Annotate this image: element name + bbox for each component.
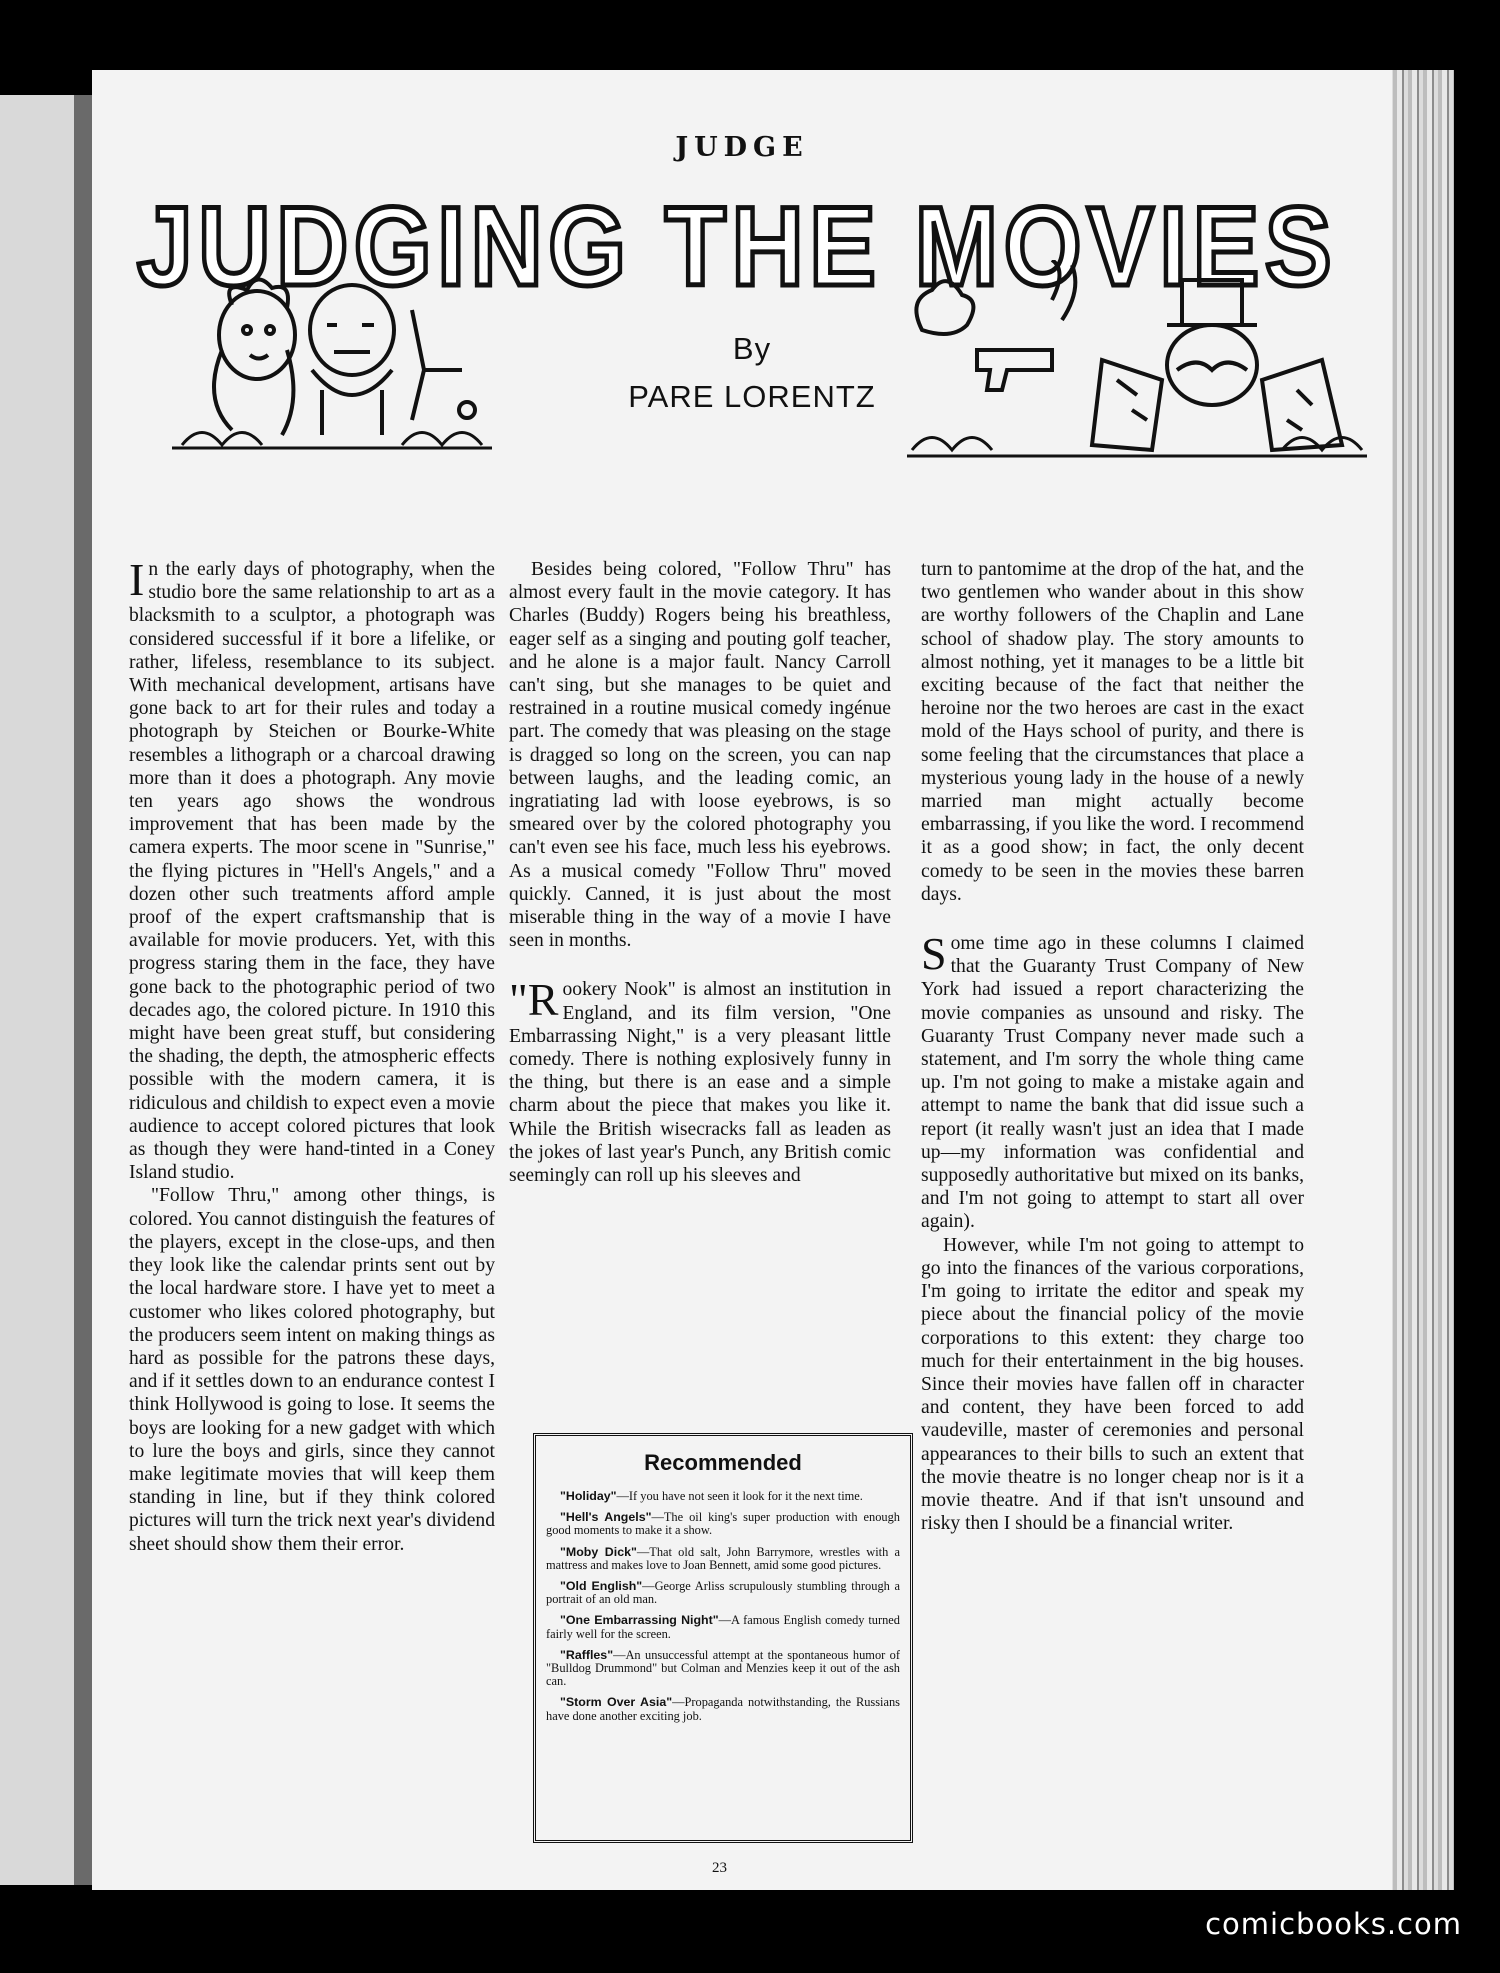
col1-paragraph-1: n the early days of photography, when the studio bore the same relationship to art as a blacksmith to a sculptor, a photograph was considered successful if it bore a lifelike, or rather, lifeless, resemblance to its subject. With mechanical development, artisans have gone back to art for their rules and today a photograph by Steichen or Bourke-White resembles a lithograph or a charcoal drawing more than it does a photograph. Any movie ten years ago shows the wondrous improvement that has been made by the camera experts. The moor scene in "Sunrise," the flying pictures in "Hell's Angels," and a dozen other such treatments afford ample proof of the expert craftsmanship that is available for movie producers. Yet, with this progress staring them in the face, they have gone back to the photographic period of two decades ago, the colored picture. In 1910 this might have been great stuff, but considering the shading, the depth, the atmospheric effects possible with the modern camera, it is ridiculous and childish to expect even a movie audience to accept colored pictures that look as though they were hand-tinted in a Coney Island studio. (129, 559, 495, 1184)
recommended-item: "Moby Dick"—That old salt, John Barrymore, wrestles with a mattress and makes love to Joan Bennett, amid some good pictures. (546, 1544, 900, 1572)
column-2 (509, 558, 891, 1187)
col2-paragraph-1: Besides being colored, "Follow Thru" has almost every fault in the movie category. It has Charles (Buddy) Rogers being his breathless, eager self as a singing and pouting golf teacher, and he alone is a major fault. Nancy Carroll can't sing, but she manages to be quiet and restrained in a routine musical comedy ingénue part. The comedy that was pleasing on the stage is dragged so long on the screen, you can nap between laughs, and the leading comic, an ingratiating lad with loose eyebrows, is so smeared over by the colored photography you can't even see his face, much less his eyebrows. As a musical comedy "Follow Thru" moved quickly. Canned, it is just about the most miserable thing in the way of a movie I have seen in months. (509, 559, 891, 952)
column-3 (921, 558, 1304, 1535)
recommended-item: "Storm Over Asia"—Propaganda notwithstanding, the Russians have done another exciting job. (546, 1695, 901, 1723)
col3-paragraph-2: ome time ago in these columns I claimed that the Guaranty Trust Company of New York had issued a report characterizing the movie companies as unsound and risky. The Guaranty Trust Company never made such a statement, and I'm sorry the whole thing came up. I'm not going to make a mistake again and attempt to name the bank that did issue such a report (it really wasn't just an idea that I made up—my information was confidential and supposedly authoritative but mixed on its banks, and I'm not going to attempt to start all over again). (921, 933, 1304, 1233)
recommended-box (533, 1433, 913, 1843)
recommended-item: "Hell's Angels"—The oil king's super production with enough good moments to make it a show. (546, 1510, 901, 1538)
recommended-item: "Holiday"—If you have not seen it look for it the next time. (560, 1489, 863, 1503)
recommended-item: "Raffles"—An unsuccessful attempt at the spontaneous humor of "Bulldog Drummond" but Colman and Menzies keep it out of the ash can. (546, 1647, 900, 1689)
byline-by: By (732, 331, 772, 366)
facing-page-edge (0, 95, 92, 1885)
col3-paragraph-3: However, while I'm not going to attempt to go into the finances of the various corporations, I'm going to irritate the editor and speak my piece about the financial policy of the movie corporations to this extent: they charge too much for their entertainment in the big houses. Since their movies have fallen off in character and content, they have been forced to add vaudeville, master of ceremonies and personal appearances to their bills to such an extent that the movie theatre is no longer cheap nor is it a movie theatre. And if that isn't unsound and risky then I should be a financial writer. (921, 1234, 1304, 1535)
recommended-item: "One Embarrassing Night"—A famous English comedy turned fairly well for the screen. (546, 1613, 900, 1641)
drop-cap-r: "R (509, 974, 559, 1026)
author-name: PARE LORENTZ (628, 379, 876, 414)
col1-paragraph-2: "Follow Thru," among other things, is colored. You cannot distinguish the features of the players, except in the close-ups, and then they look like the calendar prints sent out by the local hardware store. I have yet to meet a customer who likes colored photography, but the producers seem intent on making things as hard as possible for the patrons these days, and if it settles down to an endurance contest I think Hollywood is going to lose. It seems the boys are looking for a new gadget with which to lure the boys and girls, since they cannot make legitimate movies that will keep them standing in line, but if they think colored pictures will turn the trick next year's dividend sheet should show them their error. (129, 1185, 495, 1555)
magazine-page (92, 70, 1392, 1890)
right-illustration (902, 260, 1372, 465)
left-illustration (162, 270, 502, 460)
column-1 (129, 554, 495, 1556)
col3-paragraph-1: turn to pantomime at the drop of the hat, and the two gentlemen who wander about in this show are worthy followers of the Chaplin and Lane school of shadow play. The story amounts to almost nothing, yet it manages to be a little bit exciting because of the fact that neither the heroine nor the two heroes are cast in the exact mold of the Hays school of purity, and there is some feeling that the circumstances that place a mysterious young lady in the house of a newly married man might actually become embarrassing, if you like the word. I recommend it as a good show; in fact, the only decent comedy to be seen in the movies these barren days. (921, 559, 1304, 905)
byline (552, 325, 952, 421)
page-number: 23 (712, 1860, 727, 1876)
title-text: JUDGING THE MOVIES (137, 184, 1337, 309)
binding-shadow (74, 95, 92, 1885)
recommended-heading: Recommended (644, 1450, 802, 1475)
drop-cap-s: S (921, 928, 947, 980)
site-watermark: comicbooks.com (1205, 1907, 1462, 1941)
col2-paragraph-2: ookery Nook" is almost an institution in England, and its film version, "One Embarrassing Night," is a very pleasant little comedy. There is nothing explosively funny in the thing, but there is an ease and a simple charm about the piece that makes you like it. While the British wisecracks fall as leaden as the jokes of last year's Punch, any British comic seemingly can roll up his sleeves and (509, 979, 891, 1187)
magazine-masthead: JUDGE (675, 132, 809, 163)
drop-cap-i: I (129, 554, 145, 605)
recommended-item: "Old English"—George Arliss scrupulously stumbling through a portrait of an old man. (546, 1579, 901, 1607)
